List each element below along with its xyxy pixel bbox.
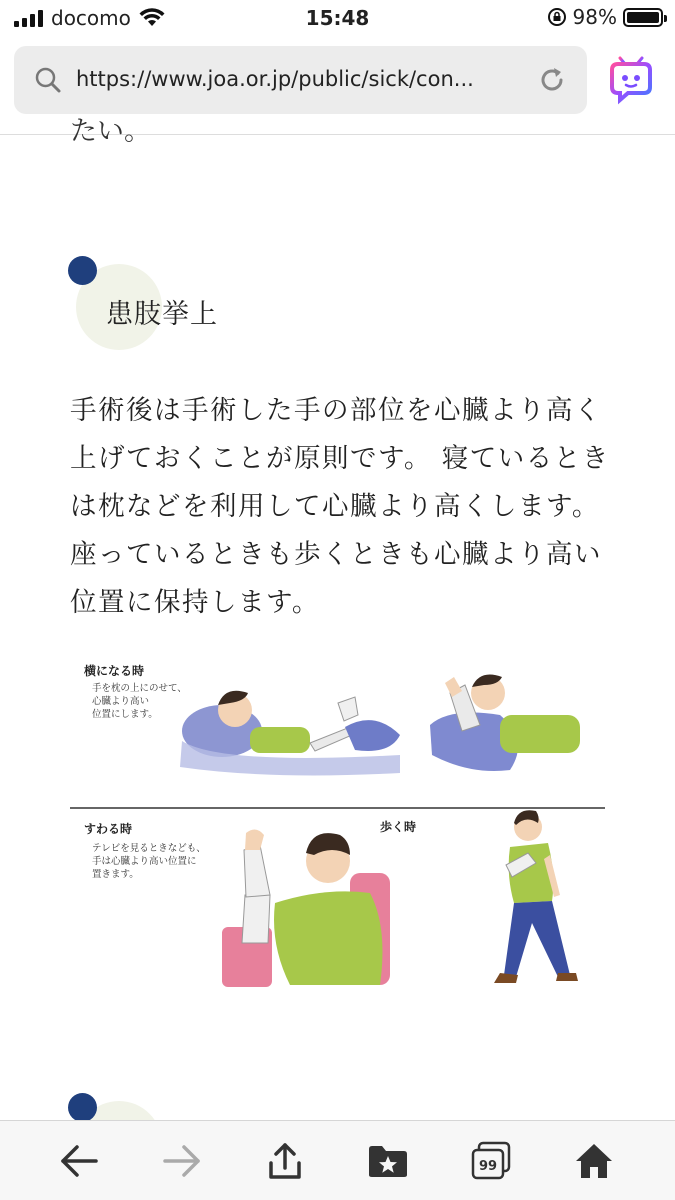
- sitting-person-illustration: [222, 829, 390, 987]
- illustration-svg: [70, 655, 605, 985]
- lying-caption-3: 位置にします。: [92, 709, 158, 720]
- share-button[interactable]: [263, 1139, 307, 1183]
- lying-person-illustration-2: [430, 675, 580, 771]
- forward-button[interactable]: [160, 1139, 204, 1183]
- status-time: 15:48: [305, 6, 370, 30]
- app-icon[interactable]: [606, 54, 656, 104]
- status-right: [547, 5, 663, 29]
- bottom-toolbar: [0, 1120, 675, 1200]
- walking-title: 歩く時: [380, 820, 417, 834]
- back-button[interactable]: [57, 1139, 101, 1183]
- page-content[interactable]: [0, 116, 675, 1120]
- section-heading: [68, 256, 368, 356]
- reload-icon[interactable]: [537, 65, 567, 95]
- tabs-button[interactable]: [469, 1139, 513, 1183]
- lying-title: 横になる時: [84, 664, 145, 678]
- address-bar[interactable]: [14, 46, 587, 114]
- next-heading-dot-icon: [68, 1093, 97, 1122]
- home-button[interactable]: [572, 1139, 616, 1183]
- bookmarks-icon: [367, 1143, 409, 1179]
- battery-icon: [623, 8, 663, 27]
- status-bar: [0, 0, 675, 38]
- home-icon: [574, 1142, 614, 1180]
- sitting-caption-3: 置きます。: [92, 869, 139, 880]
- sitting-caption-2: 手は心臓より高い位置に: [92, 856, 197, 867]
- url-text[interactable]: https://www.joa.or.jp/public/sick/con...: [76, 67, 474, 91]
- sitting-caption-1: テレビを見るときなども、: [92, 843, 206, 854]
- lying-caption-1: 手を枕の上にのせて、: [92, 683, 187, 694]
- section-paragraph: 手術後は手術した手の部位を心臓より高く上げておくことが原則です。 寝ているときは枕などを利用して心臓より高くします。座っているときも歩くときも心臓より高い位置に保持します。: [70, 395, 610, 618]
- rotation-lock-icon: [547, 7, 567, 27]
- bookmarks-button[interactable]: [366, 1139, 410, 1183]
- search-icon: [34, 66, 62, 94]
- lying-caption-2: 心臓より高い: [92, 696, 150, 707]
- sitting-title: すわる時: [84, 822, 133, 836]
- back-arrow-icon: [59, 1143, 99, 1179]
- tab-count: 99: [478, 1159, 498, 1174]
- carrier-label: docomo: [51, 6, 131, 30]
- heading-dot-icon: [68, 256, 97, 285]
- battery-percent: 98%: [572, 5, 617, 29]
- lying-person-illustration: [180, 691, 400, 776]
- previous-text-fragment: たい。: [70, 116, 151, 147]
- tabs-icon: [470, 1141, 512, 1181]
- elevation-illustration: [70, 655, 605, 985]
- section-title: 患肢挙上: [106, 299, 218, 330]
- share-icon: [265, 1141, 305, 1181]
- walking-person-illustration: [494, 810, 578, 983]
- forward-arrow-icon: [162, 1143, 202, 1179]
